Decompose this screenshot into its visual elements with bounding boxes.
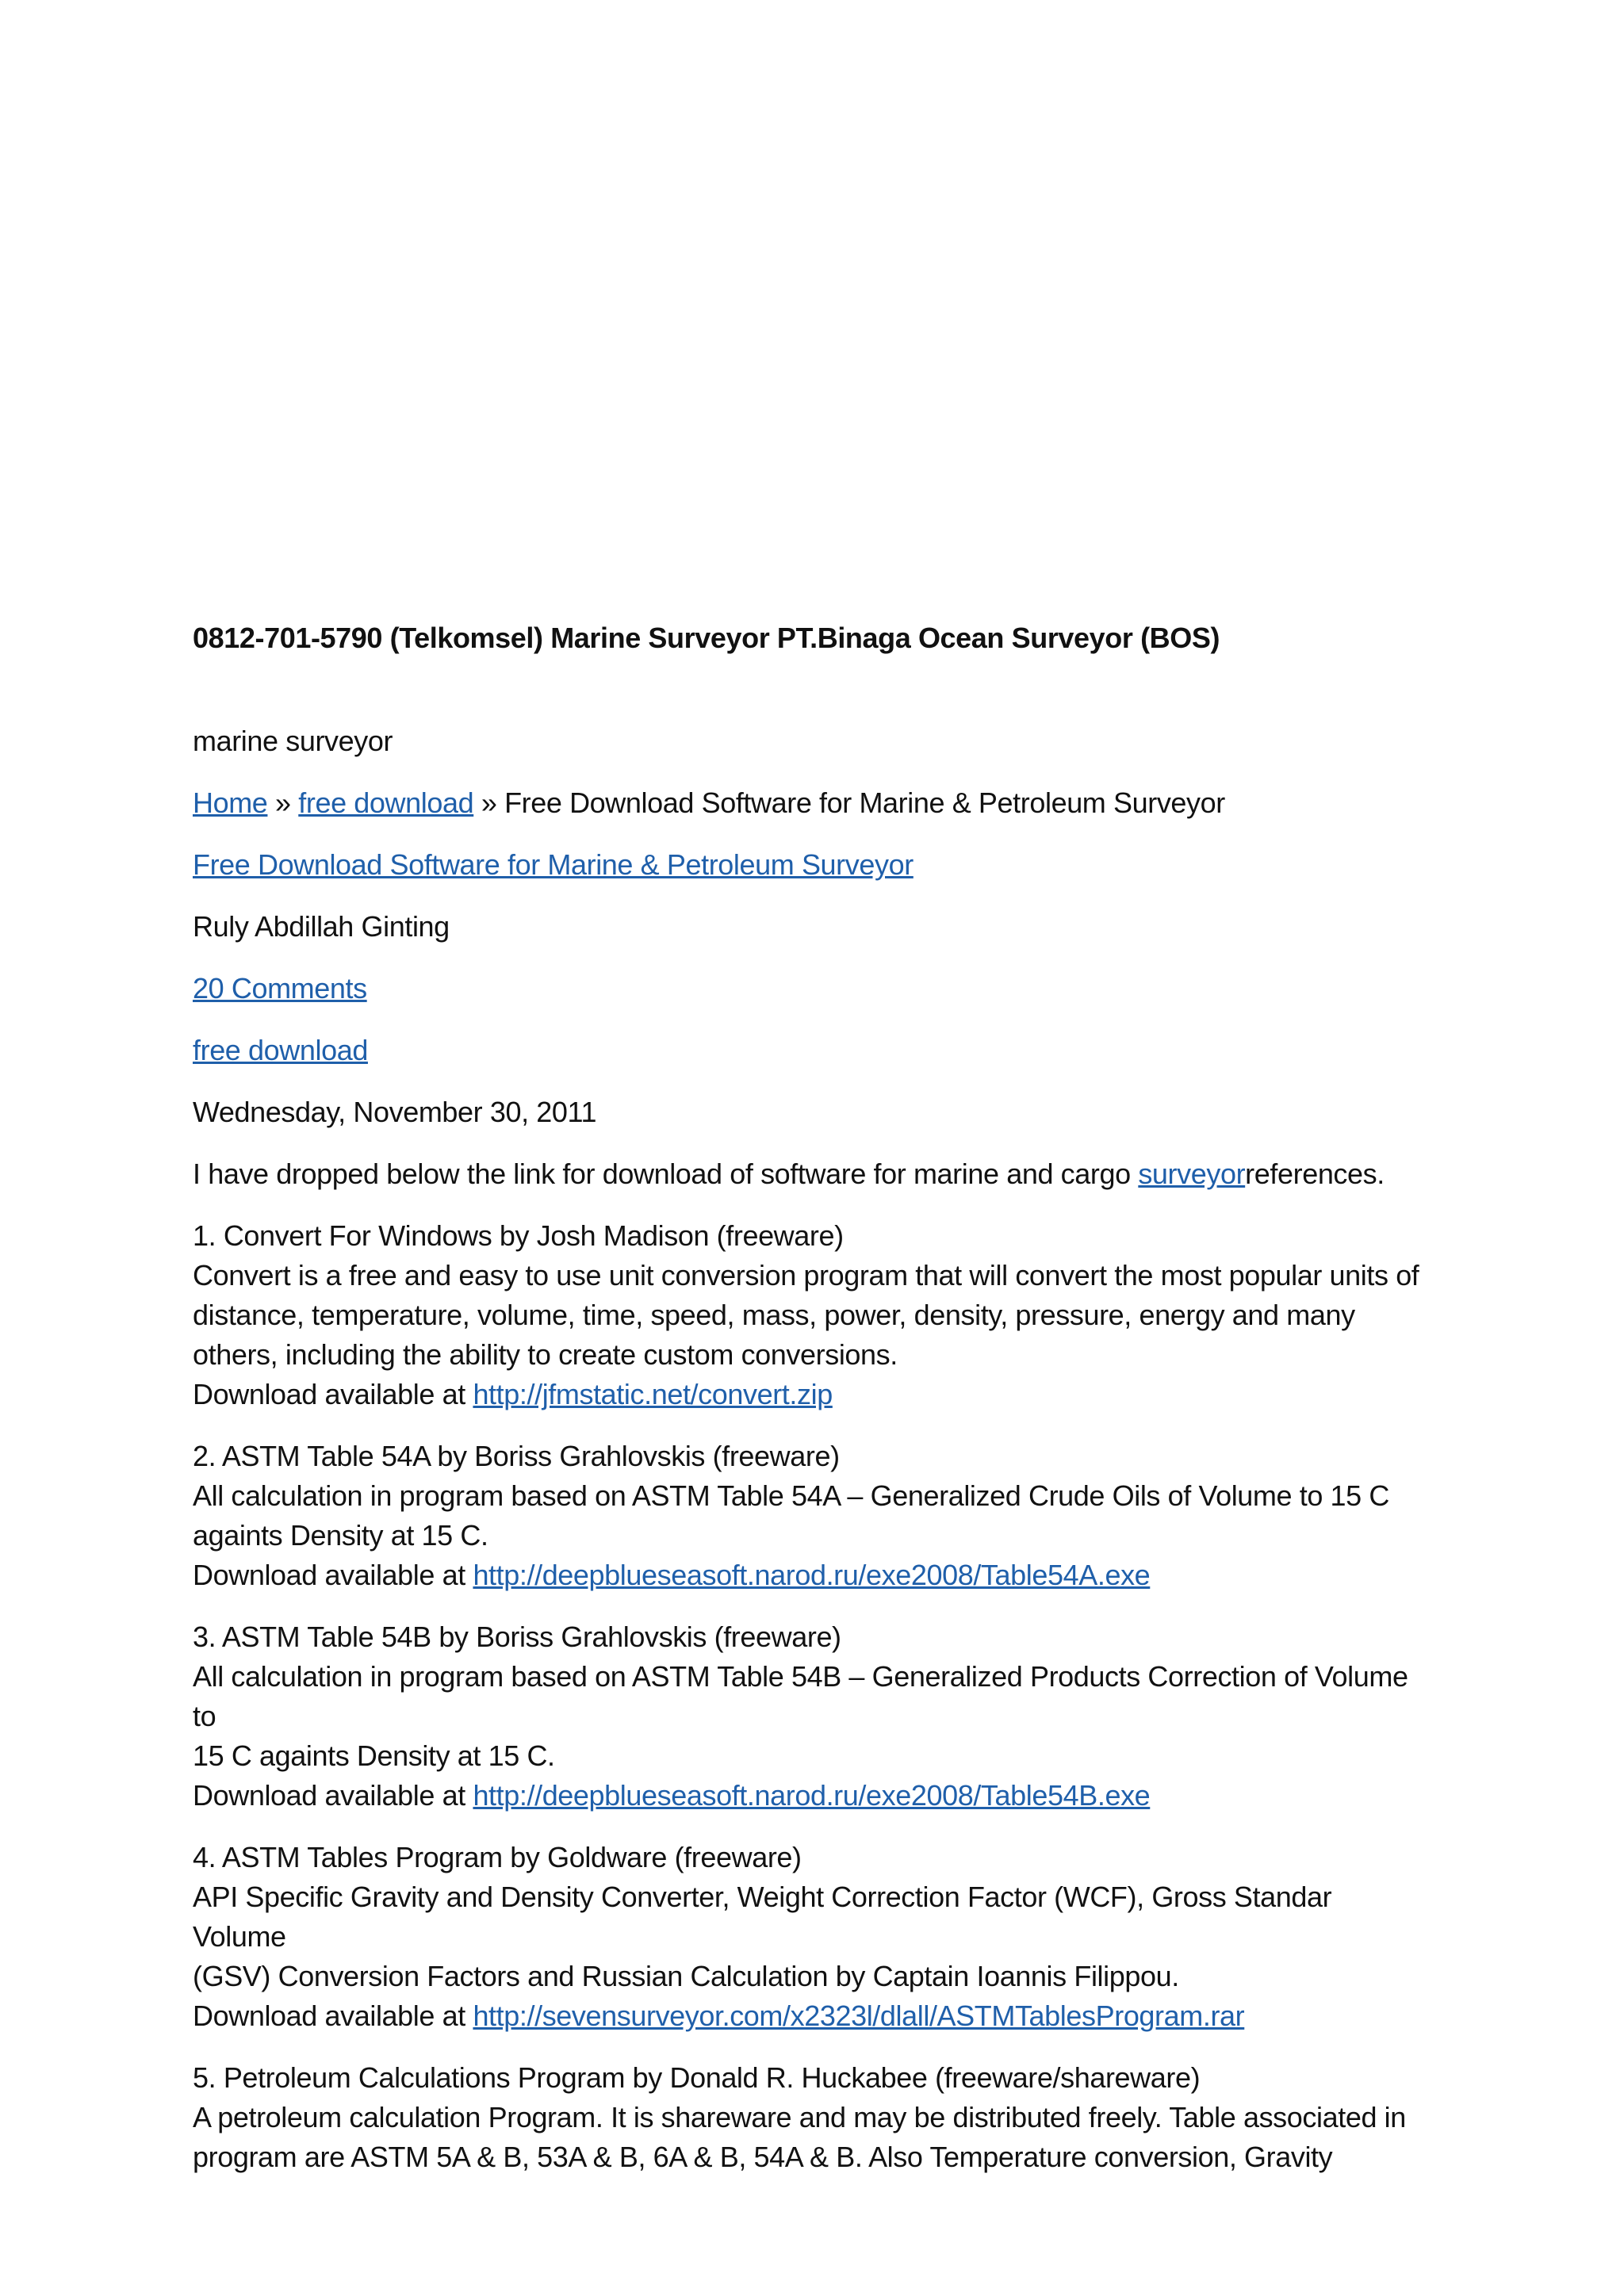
download-link[interactable]: http://jfmstatic.net/convert.zip xyxy=(473,1378,833,1410)
comments-link[interactable]: 20 Comments xyxy=(193,972,367,1004)
item-description-line: distance, temperature, volume, time, speed, mass, power, density, pressure, energy and many xyxy=(193,1299,1355,1331)
item-description-line: All calculation in program based on ASTM Table 54B – Generalized Products Correction of Volume to xyxy=(193,1660,1408,1732)
item-download-line xyxy=(193,1996,1430,2036)
download-link[interactable]: http://deepblueseasoft.narod.ru/exe2008/Table54A.exe xyxy=(473,1559,1151,1591)
breadcrumb-current: Free Download Software for Marine & Petroleum Surveyor xyxy=(504,786,1225,819)
item-title: 4. ASTM Tables Program by Goldware (freeware) xyxy=(193,1841,802,1873)
item-download-line xyxy=(193,1375,1430,1414)
item-title: 3. ASTM Table 54B by Boriss Grahlovskis (freeware) xyxy=(193,1621,841,1653)
surveyor-link[interactable]: surveyor xyxy=(1138,1158,1246,1190)
item-description-line: others, including the ability to create custom conversions. xyxy=(193,1338,898,1371)
item-description-line: Convert is a free and easy to use unit conversion program that will convert the most popular units of xyxy=(193,1259,1419,1292)
item-title: 2. ASTM Table 54A by Boriss Grahlovskis (freeware) xyxy=(193,1440,840,1472)
download-link[interactable]: http://sevensurveyor.com/x2323l/dlall/ASTMTablesProgram.rar xyxy=(473,1999,1245,2032)
item-description-line: 15 C againts Density at 15 C. xyxy=(193,1739,555,1772)
item-description-line: program are ASTM 5A & B, 53A & B, 6A & B, 54A & B. Also Temperature conversion, Gravity xyxy=(193,2141,1333,2173)
item-download-line xyxy=(193,1556,1430,1595)
item-title: 1. Convert For Windows by Josh Madison (freeware) xyxy=(193,1219,844,1252)
download-label: Download available at xyxy=(193,1999,473,2032)
item-description-line: A petroleum calculation Program. It is shareware and may be distributed freely. Table associated in xyxy=(193,2101,1406,2133)
item-title: 5. Petroleum Calculations Program by Donald R. Huckabee (freeware/shareware) xyxy=(193,2061,1201,2094)
software-item xyxy=(193,1437,1430,1595)
item-download-line xyxy=(193,1776,1430,1816)
software-item xyxy=(193,1838,1430,2036)
item-description-line: (GSV) Conversion Factors and Russian Calculation by Captain Ioannis Filippou. xyxy=(193,1960,1179,1992)
breadcrumb-home-link[interactable]: Home xyxy=(193,786,268,819)
site-name: marine surveyor xyxy=(193,725,393,757)
item-description-line: againts Density at 15 C. xyxy=(193,1519,488,1552)
download-label: Download available at xyxy=(193,1559,473,1591)
item-description-line: All calculation in program based on ASTM Table 54A – Generalized Crude Oils of Volume to 15 C xyxy=(193,1479,1389,1512)
download-link[interactable]: http://deepblueseasoft.narod.ru/exe2008/Table54B.exe xyxy=(473,1779,1151,1812)
download-label: Download available at xyxy=(193,1779,473,1812)
intro-text: I have dropped below the link for download of software for marine and cargo xyxy=(193,1158,1139,1190)
breadcrumb xyxy=(193,783,1430,823)
breadcrumb-category-link[interactable]: free download xyxy=(298,786,474,819)
download-label: Download available at xyxy=(193,1378,473,1410)
post-author: Ruly Abdillah Ginting xyxy=(193,910,450,943)
category-link[interactable]: free download xyxy=(193,1034,368,1066)
software-item xyxy=(193,2058,1430,2177)
post-title-link[interactable]: Free Download Software for Marine & Petroleum Surveyor xyxy=(193,848,914,881)
document-body xyxy=(193,618,1430,2177)
post-intro xyxy=(193,1154,1430,1194)
software-item xyxy=(193,1617,1430,1816)
item-description-line: API Specific Gravity and Density Converter, Weight Correction Factor (WCF), Gross Standar Volume xyxy=(193,1881,1332,1953)
intro-text-end: references. xyxy=(1245,1158,1385,1190)
breadcrumb-separator: » xyxy=(473,786,505,819)
post-date: Wednesday, November 30, 2011 xyxy=(193,1096,597,1128)
page-title: 0812-701-5790 (Telkomsel) Marine Surveyor PT.Binaga Ocean Surveyor (BOS) xyxy=(193,622,1220,654)
software-item xyxy=(193,1216,1430,1414)
breadcrumb-separator: » xyxy=(267,786,299,819)
